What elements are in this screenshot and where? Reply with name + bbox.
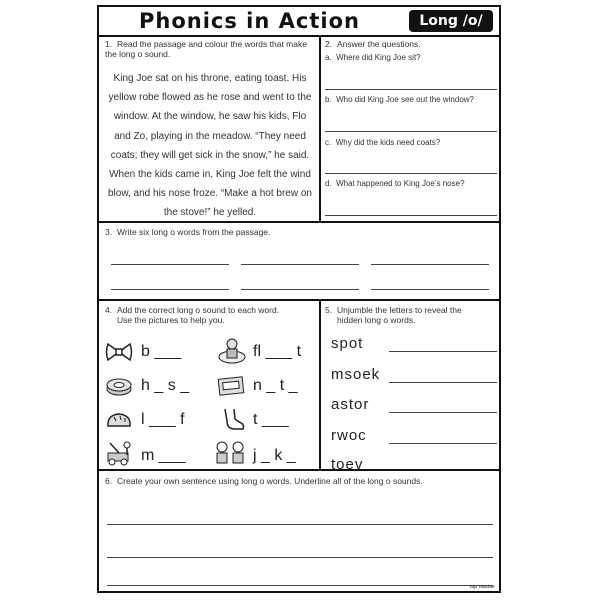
word-line[interactable] [371, 289, 489, 290]
sentence-line[interactable] [107, 524, 493, 525]
passage-text: King Joe sat on his throne, eating toast. His yellow robe flowed as he rose and went to the window. At the window, he saw his kids, Flo and Zo, playing in the meadow. “They need coats; they will get sick in the snow,” he said. When the kids came in, King Joe felt the wind blow, and his nose froze. “Make a hot brew on the stove!” he yelled. [107, 73, 312, 219]
phonics-word: b ___ [141, 343, 182, 360]
word-line[interactable] [241, 289, 359, 290]
q1-prompt: Read the passage and colour the words that make the long o sound. [105, 39, 307, 59]
word-line[interactable] [241, 264, 359, 265]
jumbled-word: spot [331, 335, 364, 352]
phonics-word: l ___ f [141, 411, 185, 428]
joke-icon [213, 439, 247, 467]
sentence-line[interactable] [107, 557, 493, 558]
q1-heading: 1. Read the passage and colour the words that make the long o sound. [105, 39, 307, 59]
question-d: d. What happened to King Joe’s nose? [325, 179, 465, 188]
bow-icon [105, 341, 133, 363]
title-bar [99, 7, 499, 35]
unjumble-line[interactable] [389, 382, 497, 383]
q6-heading: 6. Create your own sentence using long o words. Underline all of the long o sounds. [105, 476, 423, 486]
sound-badge: Long /o/ [409, 10, 493, 32]
unjumble-line[interactable] [389, 351, 497, 352]
answer-line-c[interactable] [325, 173, 497, 174]
unjumble-line[interactable] [389, 443, 497, 444]
worksheet [97, 5, 501, 593]
brand-logo: Top Teacher [468, 584, 495, 589]
jumbled-word: rwoc [331, 427, 367, 444]
question-c: c. Why did the kids need coats? [325, 138, 441, 147]
q6-prompt: Create your own sentence using long o words. Underline all of the long o sounds. [117, 476, 423, 486]
note-icon [217, 375, 245, 397]
phonics-word: m ___ [141, 447, 186, 464]
word-line[interactable] [111, 289, 229, 290]
q3-prompt: Write six long o words from the passage. [117, 227, 271, 237]
jumbled-word: astor [331, 396, 370, 413]
q2-heading: 2. Answer the questions. [325, 39, 421, 49]
mow-icon [105, 439, 135, 467]
q5-heading: 5. Unjumble the letters to reveal the hidden long o words. [325, 305, 462, 325]
sentence-line[interactable] [107, 585, 493, 586]
answer-line-a[interactable] [325, 89, 497, 90]
word-line[interactable] [371, 264, 489, 265]
divider [319, 299, 321, 469]
phonics-word: j _ k _ [253, 447, 296, 464]
phonics-word: n _ t _ [253, 377, 298, 394]
jumbled-word: toev [331, 456, 364, 473]
divider [99, 221, 499, 223]
word-line[interactable] [111, 264, 229, 265]
float-icon [217, 337, 247, 365]
answer-line-d[interactable] [325, 215, 497, 216]
q3-heading: 3. Write six long o words from the passage. [105, 227, 271, 237]
phonics-word: fl ___ t [253, 343, 302, 360]
question-b: b. Who did King Joe see out the window? [325, 95, 474, 104]
hose-icon [105, 375, 133, 397]
divider [319, 35, 321, 221]
question-a: a. Where did King Joe sit? [325, 53, 421, 62]
loaf-icon [105, 409, 133, 431]
toe-icon [217, 407, 247, 433]
unjumble-line[interactable] [389, 412, 497, 413]
jumbled-word: msoek [331, 366, 381, 383]
answer-line-b[interactable] [325, 131, 497, 132]
q4-heading: 4. Add the correct long o sound to each word. Use the pictures to help you. [105, 305, 280, 325]
divider [99, 299, 499, 301]
divider [99, 35, 499, 37]
divider [99, 469, 499, 471]
q2-prompt: Answer the questions. [337, 39, 421, 49]
phonics-word: h _ s _ [141, 377, 190, 394]
phonics-word: t ___ [253, 411, 289, 428]
page-title: Phonics in Action [139, 9, 360, 33]
